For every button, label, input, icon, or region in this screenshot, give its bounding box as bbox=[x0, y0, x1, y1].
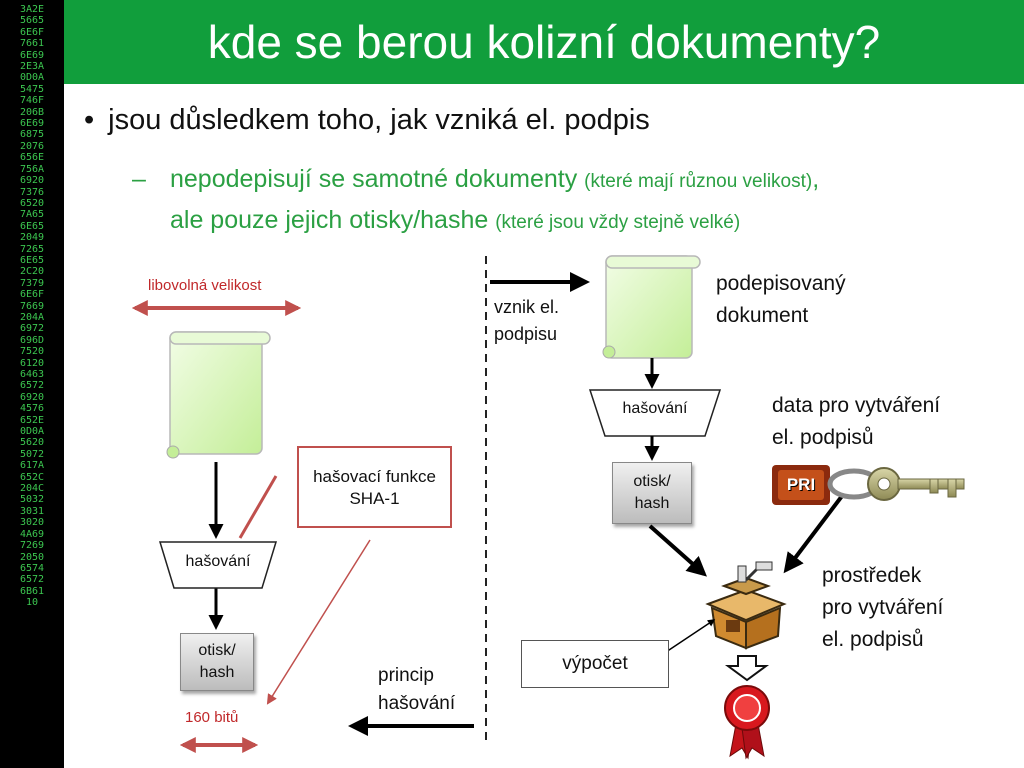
sub-bullet-dash: – bbox=[132, 165, 146, 193]
hex-value: 7520 bbox=[19, 346, 45, 358]
hex-value: 0D0A bbox=[19, 426, 45, 438]
hex-value: 5475 bbox=[19, 83, 45, 95]
hex-value: 7669 bbox=[19, 300, 45, 312]
hex-value: 2050 bbox=[19, 551, 45, 563]
hex-value: 3020 bbox=[19, 517, 45, 529]
sub-line1-main: nepodepisují se samotné dokumenty bbox=[170, 165, 578, 193]
hex-value: 6920 bbox=[19, 175, 45, 187]
hex-value: 7376 bbox=[19, 186, 45, 198]
hex-value: 7265 bbox=[19, 243, 45, 255]
hex-value: 656E bbox=[19, 152, 45, 164]
size-label: libovolná velikost bbox=[148, 277, 262, 294]
signed-doc-line2: dokument bbox=[716, 304, 809, 327]
hex-value: 6972 bbox=[19, 323, 45, 335]
sub-line2-main: ale pouze jejich otisky/hashe bbox=[170, 206, 489, 234]
document-scroll-icon bbox=[603, 256, 700, 358]
left-digest-box bbox=[180, 633, 254, 691]
principle-label bbox=[378, 662, 455, 718]
hash-function-line2: SHA-1 bbox=[349, 489, 400, 508]
hex-value: 746F bbox=[19, 95, 45, 107]
hex-value: 2C20 bbox=[19, 266, 45, 278]
hex-value: 204C bbox=[19, 483, 45, 495]
right-digest-box bbox=[612, 462, 692, 524]
hex-value: 7379 bbox=[19, 277, 45, 289]
principle-line1: princip bbox=[378, 665, 434, 686]
hex-value: 206B bbox=[19, 106, 45, 118]
hex-value: 7269 bbox=[19, 540, 45, 552]
hex-value: 6E6F bbox=[19, 289, 45, 301]
document-scroll-icon bbox=[167, 332, 270, 458]
hex-value: 2076 bbox=[19, 140, 45, 152]
creation-label bbox=[494, 294, 559, 348]
hex-value: 6E65 bbox=[19, 220, 45, 232]
creation-line1: vznik el. bbox=[494, 297, 560, 317]
hex-value: 5665 bbox=[19, 15, 45, 27]
hex-value: 6572 bbox=[19, 574, 45, 586]
hex-value: 204A bbox=[19, 311, 45, 323]
bullet-dot-icon: • bbox=[84, 104, 95, 136]
hash-function-box bbox=[297, 446, 452, 528]
sub-line1-paren: (které mají různou velikost) bbox=[584, 171, 813, 192]
seal-ribbon-icon bbox=[725, 686, 769, 758]
signing-data-line2: el. podpisů bbox=[772, 426, 874, 449]
right-digest-line1: otisk/ bbox=[633, 473, 671, 490]
hex-value: 0D0A bbox=[19, 72, 45, 84]
key-badge: PRI bbox=[786, 475, 816, 494]
down-arrow-icon bbox=[728, 656, 766, 680]
hex-value: 652E bbox=[19, 414, 45, 426]
hex-value: 6875 bbox=[19, 129, 45, 141]
hex-value: 6E69 bbox=[19, 118, 45, 130]
signed-doc-line1: podepisovaný bbox=[716, 272, 846, 295]
hex-value: 10 bbox=[25, 597, 39, 609]
hex-value: 4A69 bbox=[19, 528, 45, 540]
hex-value: 6463 bbox=[19, 369, 45, 380]
device-label bbox=[822, 560, 943, 656]
bullet-text: jsou důsledkem toho, jak vzniká el. podpis bbox=[108, 104, 650, 136]
right-digest-line2: hash bbox=[634, 495, 670, 512]
signing-data-label bbox=[772, 390, 940, 454]
hex-value: 3031 bbox=[19, 505, 45, 517]
creation-line2: podpisu bbox=[494, 324, 558, 344]
left-digest-line2: hash bbox=[199, 664, 235, 681]
hex-value: 6120 bbox=[19, 357, 45, 369]
hex-value: 5032 bbox=[19, 494, 45, 506]
signing-data-line1: data pro vytváření bbox=[772, 394, 941, 417]
hex-value: 696D bbox=[19, 334, 45, 346]
compute-box: výpočet bbox=[521, 640, 669, 688]
hex-value: 6B61 bbox=[19, 585, 45, 597]
device-line3: el. podpisů bbox=[822, 628, 924, 651]
hex-value: 6520 bbox=[19, 197, 45, 209]
hex-value: 2049 bbox=[19, 232, 45, 244]
hex-value: 6572 bbox=[19, 380, 45, 392]
hex-value: 6574 bbox=[19, 562, 45, 574]
sub-line1-comma: , bbox=[812, 165, 820, 193]
hex-value: 6920 bbox=[19, 391, 45, 403]
hex-value: 756A bbox=[19, 163, 45, 175]
device-line1: prostředek bbox=[822, 564, 922, 587]
hex-value: 6E69 bbox=[19, 49, 45, 61]
left-digest-line1: otisk/ bbox=[198, 642, 236, 659]
hex-value: 4576 bbox=[19, 403, 45, 415]
principle-line2: hašování bbox=[378, 693, 456, 714]
hex-value: 2E3A bbox=[19, 61, 45, 73]
right-hash-step-label: hašování bbox=[622, 400, 688, 417]
hash-function-line1: hašovací funkce bbox=[313, 467, 436, 486]
hex-value: 617A bbox=[19, 460, 45, 472]
grinder-device-icon bbox=[708, 562, 784, 648]
device-line2: pro vytváření bbox=[822, 596, 944, 619]
signed-doc-label bbox=[716, 268, 846, 332]
hex-value: 3A2E bbox=[19, 4, 45, 15]
left-hash-step-label: hašování bbox=[185, 553, 251, 570]
hex-value: 7A65 bbox=[19, 209, 45, 221]
sub-line2-paren: (které jsou vždy stejně velké) bbox=[495, 212, 741, 233]
hex-value: 6E65 bbox=[19, 254, 45, 266]
hex-value: 7661 bbox=[19, 38, 45, 50]
hex-value: 5620 bbox=[19, 437, 45, 449]
bits-label: 160 bitů bbox=[185, 709, 239, 726]
hex-value: 652C bbox=[19, 471, 45, 483]
hex-value: 6E6F bbox=[19, 26, 45, 38]
hex-value: 5072 bbox=[19, 448, 45, 460]
slide-title: kde se berou kolizní dokumenty? bbox=[207, 16, 881, 68]
